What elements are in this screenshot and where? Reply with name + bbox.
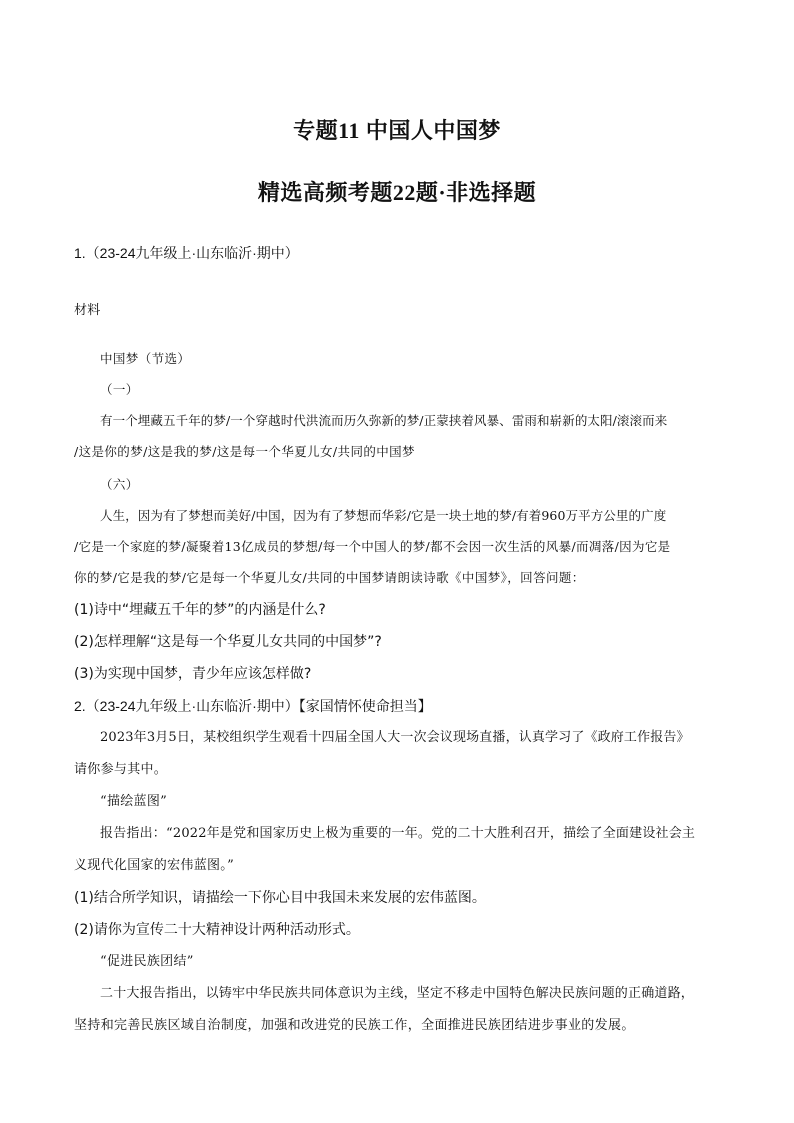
page-subtitle: 精选高频考题22题·非选择题 <box>257 180 537 205</box>
question-2-header: 2.（23-24九年级上·山东临沂·期中）【家国情怀使命担当】 <box>74 698 432 714</box>
question-2-sub-2: (2)请你为宣传二十大精神设计两种活动形式。 <box>74 922 360 938</box>
poem-section-one: （一） <box>100 382 139 397</box>
report-text: 坚持和完善民族区域自治制度，加强和改进党的民族工作，全面推进民族团结进步事业的发展。 <box>74 1018 635 1033</box>
poem-line: 你的梦/它是我的梦/它是每一个华夏儿女/共同的中国梦请朗读诗歌《中国梦》，回答问题： <box>74 570 585 585</box>
question-2-intro: 2023年3月5日，某校组织学生观看十四届全国人大一次会议现场直播，认真学习了《政府工作报告》 <box>100 730 690 745</box>
material-label: 材料 <box>74 303 101 318</box>
poem-line: 有一个埋藏五千年的梦/一个穿越时代洪流而历久弥新的梦/正蒙挟着风暴、雷雨和崭新的太阳/滚滚而来 <box>100 413 668 428</box>
report-quote: 义现代化国家的宏伟蓝图。” <box>74 858 235 873</box>
question-1-header: 1.（23-24九年级上·山东临沂·期中） <box>74 245 299 261</box>
report-quote: 报告指出：“2022年是党和国家历史上极为重要的一年。党的二十大胜利召开，描绘了全面建设社会主 <box>100 826 696 841</box>
page-title: 专题11 中国人中国梦 <box>293 118 501 143</box>
poem-line: /这是你的梦/这是我的梦/这是每一个华夏儿女/共同的中国梦 <box>74 444 415 459</box>
question-1-sub-2: (2)怎样理解“这是每一个华夏儿女共同的中国梦”? <box>74 634 382 650</box>
poem-line: 人生，因为有了梦想而美好/中国，因为有了梦想而华彩/它是一块土地的梦/有着960万平方公里的广度 <box>100 508 667 523</box>
question-1-sub-1: (1)诗中“埋藏五千年的梦”的内涵是什么? <box>74 602 326 618</box>
part-1-label: “描绘蓝图” <box>100 794 168 809</box>
question-1-sub-3: (3)为实现中国梦，青少年应该怎样做? <box>74 666 312 682</box>
report-text: 二十大报告指出，以铸牢中华民族共同体意识为主线，坚定不移走中国特色解决民族问题的正确道路， <box>100 986 695 1001</box>
question-2-sub-1: (1)结合所学知识，请描绘一下你心目中我国未来发展的宏伟蓝图。 <box>74 890 486 906</box>
part-2-label: “促进民族团结” <box>100 954 194 969</box>
poem-section-six: （六） <box>100 477 139 492</box>
question-2-intro: 请你参与其中。 <box>74 762 168 777</box>
poem-line: /它是一个家庭的梦/凝聚着13亿成员的梦想/每一个中国人的梦/都不会因一次生活的风暴/而凋落/因为它是 <box>74 539 671 554</box>
poem-title: 中国梦（节选） <box>100 351 191 366</box>
